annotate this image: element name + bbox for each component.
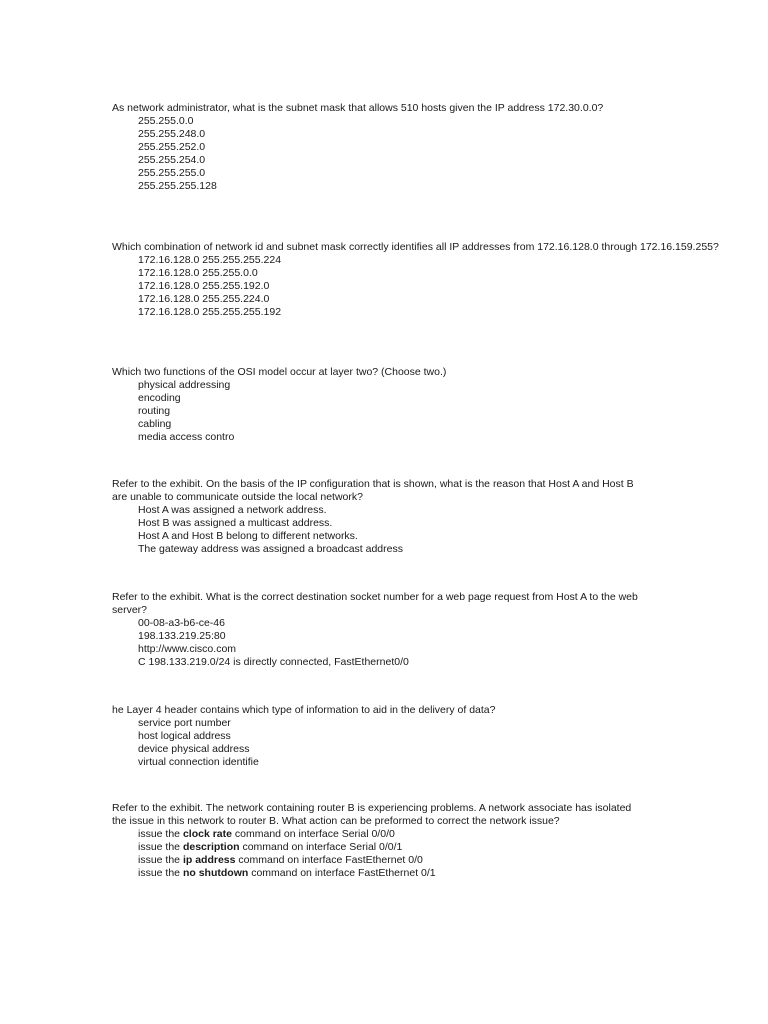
answer-option: issue the no shutdown command on interface FastEthernet 0/1 — [138, 867, 436, 879]
answer-option: Host B was assigned a multicast address. — [138, 517, 333, 529]
question-text: he Layer 4 header contains which type of information to aid in the delivery of data? — [112, 704, 496, 716]
answer-option: 255.255.254.0 — [138, 154, 206, 166]
answer-option: 255.255.0.0 — [138, 115, 194, 127]
answer-option: device physical address — [138, 743, 250, 755]
answer-option: 255.255.255.0 — [138, 167, 206, 179]
question-block — [112, 704, 766, 769]
answer-option: 198.133.219.25:80 — [138, 630, 226, 642]
question-block — [112, 102, 766, 193]
answer-option: service port number — [138, 717, 231, 729]
answer-option: issue the description command on interface Serial 0/0/1 — [138, 841, 403, 853]
answer-option: 00-08-a3-b6-ce-46 — [138, 617, 225, 629]
answer-option: virtual connection identifie — [138, 756, 259, 768]
answer-option: The gateway address was assigned a broadcast address — [138, 543, 403, 555]
answer-option: 255.255.248.0 — [138, 128, 206, 140]
answer-option: encoding — [138, 392, 181, 404]
question-text: Refer to the exhibit. What is the correct destination socket number for a web page request from Host A to the web server? — [112, 591, 638, 616]
question-block — [112, 478, 642, 556]
answer-option: media access contro — [138, 431, 235, 443]
answer-option: routing — [138, 405, 171, 417]
answer-option: 172.16.128.0 255.255.224.0 — [138, 293, 270, 305]
answer-option: issue the ip address command on interface FastEthernet 0/0 — [138, 854, 423, 866]
answer-option: 172.16.128.0 255.255.255.224 — [138, 254, 282, 266]
answer-option: Host A was assigned a network address. — [138, 504, 327, 516]
command-keyword: clock rate — [182, 828, 232, 840]
question-block — [112, 366, 766, 444]
question-text: Which two functions of the OSI model occur at layer two? (Choose two.) — [112, 366, 447, 378]
answer-option: http://www.cisco.com — [138, 643, 237, 655]
answer-option: Host A and Host B belong to different networks. — [138, 530, 358, 542]
question-block — [112, 802, 642, 880]
command-keyword: ip address — [182, 854, 236, 866]
answer-option: C 198.133.219.0/24 is directly connected, FastEthernet0/0 — [138, 656, 409, 668]
answer-option: 255.255.252.0 — [138, 141, 206, 153]
question-text: Which combination of network id and subnet mask correctly identifies all IP addresses from 172.16.128.0 through 172.16.159.255? — [112, 241, 719, 253]
answer-option: issue the clock rate command on interface Serial 0/0/0 — [138, 828, 395, 840]
question-block — [112, 591, 642, 669]
answer-option: 172.16.128.0 255.255.255.192 — [138, 306, 282, 318]
answer-option: 172.16.128.0 255.255.0.0 — [138, 267, 258, 279]
question-text: As network administrator, what is the subnet mask that allows 510 hosts given the IP address 172.30.0.0? — [112, 102, 604, 114]
answer-option: host logical address — [138, 730, 231, 742]
question-text: Refer to the exhibit. The network containing router B is experiencing problems. A network associate has isolated the issue in this network to router B. What action can be preformed to correct the network issue? — [112, 802, 632, 827]
answer-option: physical addressing — [138, 379, 231, 391]
command-keyword: no shutdown — [182, 867, 249, 879]
command-keyword: description — [182, 841, 240, 853]
question-text: Refer to the exhibit. On the basis of the IP configuration that is shown, what is the reason that Host A and Host B are unable to communicate outside the local network? — [112, 478, 634, 503]
question-block — [112, 241, 766, 319]
answer-option: cabling — [138, 418, 172, 430]
answer-option: 172.16.128.0 255.255.192.0 — [138, 280, 270, 292]
answer-option: 255.255.255.128 — [138, 180, 217, 192]
